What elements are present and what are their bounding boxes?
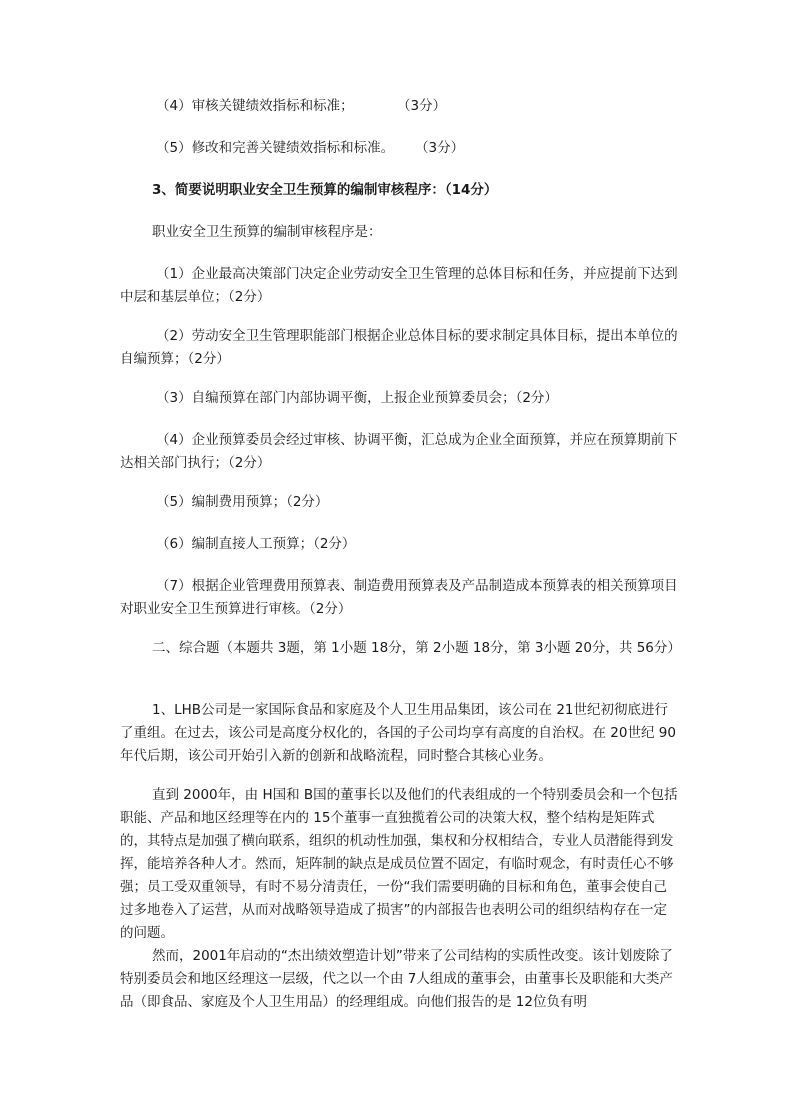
step-1: （1）企业最高决策部门决定企业劳动安全卫生管理的总体目标和任务，并应提前下达到中层和基层单位；（2分） <box>120 266 678 305</box>
item-4-text: （4）审核关键绩效指标和标准； <box>156 98 354 114</box>
case-paragraph-2: 直到 2000年，由 H国和 B国的董事长以及他们的代表组成的一个特别委员会和一个包括职能、产品和地区经理等在内的 15个董事一直独揽着公司的决策大权，整个结构是矩阵式的，其特点是加强了横向联系，组织的机动性加强，集权和分权相结合，专业人员潜能得到发挥，能培养各种人才。然而，矩阵制的缺点是成员位置不固定，有临时观念，有时责任心不够强；员工受双重领导，有时不易分清责任，一份“我们需要明确的目标和角色，董事会使自己过多地卷入了运营，从而对战略领导造成了损害”的内部报告也表明公司的组织结构存在一定的问题。 <box>120 787 678 941</box>
step-3: （3）自编预算在部门内部协调平衡，上报企业预算委员会；（2分） <box>156 390 558 406</box>
item-5-score: （3分） <box>415 140 465 156</box>
step-5: （5）编制费用预算；（2分） <box>156 494 329 510</box>
step-7: （7）根据企业管理费用预算表、制造费用预算表及产品制造成本预算表的相关预算项目对职业安全卫生预算进行审核。（2分） <box>120 578 678 617</box>
case-paragraph-3: 然而，2001年启动的“杰出绩效塑造计划”带来了公司结构的实质性改变。该计划废除了特别委员会和地区经理这一层级，代之以一个由 7人组成的董事会，由董事长及职能和大类产品（即食品、家庭及个人卫生用品）的经理组成。向他们报告的是 12位负有明 <box>120 948 673 1010</box>
step-4: （4）企业预算委员会经过审核、协调平衡，汇总成为企业全面预算，并应在预算期前下达相关部门执行；（2分） <box>120 432 678 471</box>
question-3-intro: 职业安全卫生预算的编制审核程序是： <box>152 224 382 240</box>
question-3-heading: 3、简要说明职业安全卫生预算的编制审核程序：（14分） <box>152 182 498 198</box>
item-4-score: （3分） <box>397 98 447 114</box>
section-2-heading: 二、综合题（本题共 3题，第 1小题 18分，第 2小题 18分，第 3小题 20分，共 56分） <box>152 640 681 656</box>
case-paragraph-1: 1、LHB公司是一家国际食品和家庭及个人卫生用品集团，该公司在 21世纪初彻底进行了重组。在过去，该公司是高度分权化的，各国的子公司均享有高度的自治权。在 20世纪 90年代后期，该公司开始引入新的创新和战略流程，同时整合其核心业务。 <box>120 702 676 764</box>
step-6: （6）编制直接人工预算；（2分） <box>156 536 356 552</box>
step-2: （2）劳动安全卫生管理职能部门根据企业总体目标的要求制定具体目标，提出本单位的自编预算；（2分） <box>120 328 678 367</box>
item-5-text: （5）修改和完善关键绩效指标和标准。 <box>156 140 395 156</box>
